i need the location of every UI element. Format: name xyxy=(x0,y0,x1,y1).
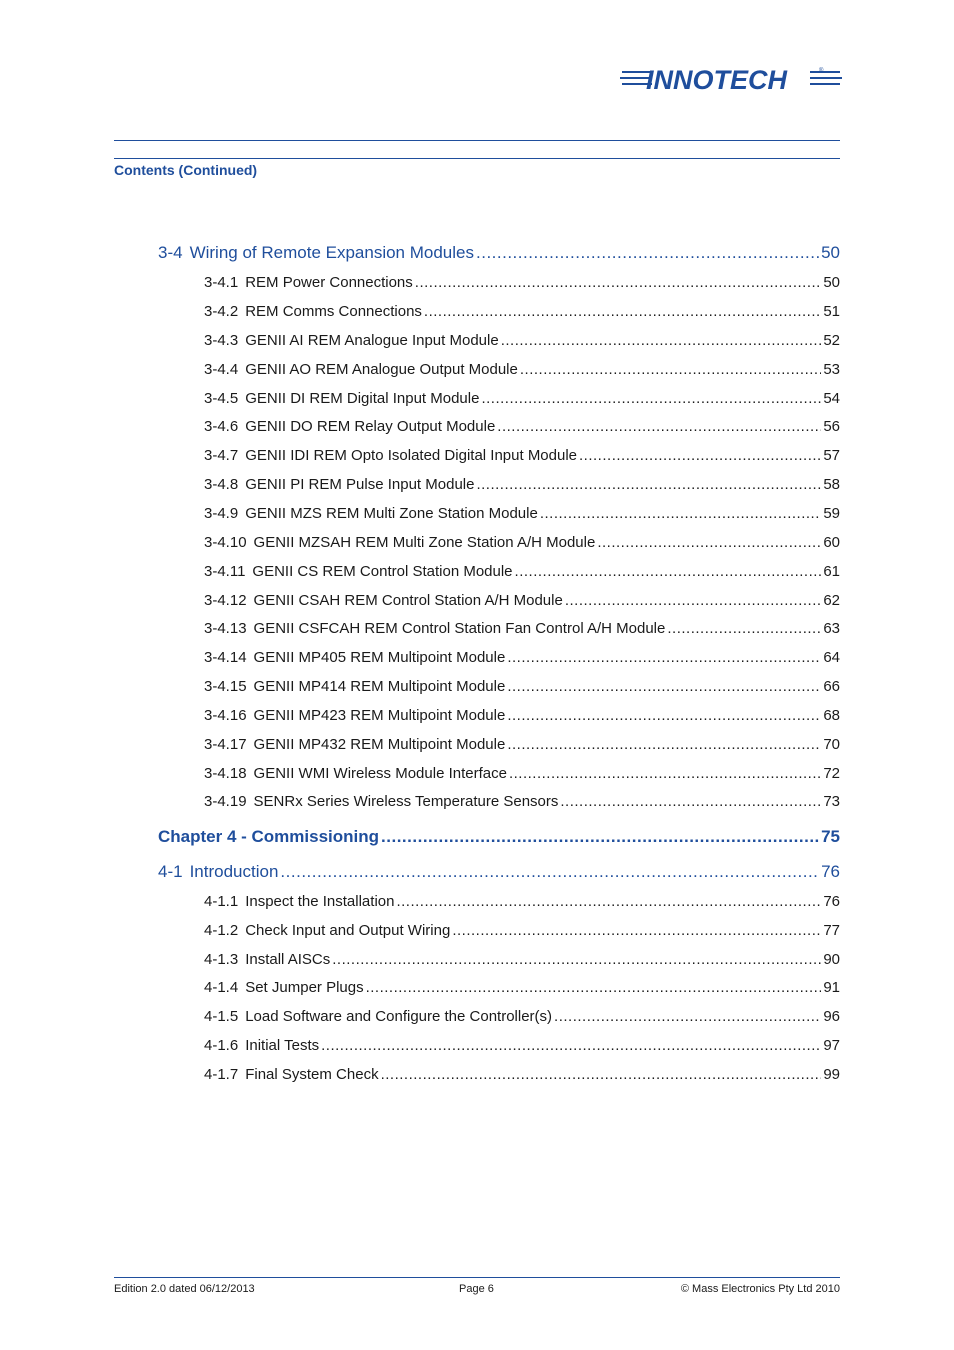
toc-entry-page: 57 xyxy=(823,447,840,464)
toc-entry-label xyxy=(158,862,278,882)
toc-leader-dots xyxy=(497,418,821,435)
toc-entry[interactable] xyxy=(158,243,840,263)
toc-leader-dots xyxy=(381,1066,822,1083)
toc-entry-page: 96 xyxy=(823,1008,840,1025)
toc-entry-number: 3-4.4 xyxy=(204,361,239,378)
toc-entry-title: GENII MP432 REM Multipoint Module xyxy=(253,736,506,753)
toc-entry[interactable] xyxy=(204,534,840,551)
toc-entry-title: GENII MP423 REM Multipoint Module xyxy=(253,707,506,724)
toc-entry-page: 60 xyxy=(823,534,840,551)
toc-entry[interactable] xyxy=(204,979,840,996)
toc-entry-label xyxy=(204,620,665,637)
toc-leader-dots xyxy=(476,243,819,263)
toc-entry-number: 3-4.17 xyxy=(204,736,247,753)
toc-entry-page: 62 xyxy=(823,592,840,609)
toc-entry-title: Introduction xyxy=(189,862,279,881)
toc-entry[interactable] xyxy=(204,1037,840,1054)
toc-entry-page: 59 xyxy=(823,505,840,522)
toc-entry-page: 50 xyxy=(823,274,840,291)
toc-entry[interactable] xyxy=(204,765,840,782)
toc-entry-label xyxy=(204,736,505,753)
toc-entry[interactable] xyxy=(204,951,840,968)
toc-entry-title: REM Comms Connections xyxy=(245,303,422,320)
toc-entry-number: 3-4.1 xyxy=(204,274,239,291)
toc-entry-title: Load Software and Configure the Controller(s) xyxy=(245,1008,553,1025)
toc-entry-label xyxy=(204,793,558,810)
toc-entry[interactable] xyxy=(204,793,840,810)
toc-entry-label xyxy=(204,765,507,782)
toc-leader-dots xyxy=(667,620,821,637)
toc-leader-dots xyxy=(452,922,821,939)
toc-entry-title: GENII CS REM Control Station Module xyxy=(252,563,513,580)
toc-entry-label xyxy=(204,1066,379,1083)
toc-entry-label xyxy=(204,707,505,724)
toc-entry-page: 99 xyxy=(823,1066,840,1083)
toc-entry-number: 3-4.16 xyxy=(204,707,247,724)
toc-entry-title: Final System Check xyxy=(245,1066,379,1083)
toc-leader-dots xyxy=(280,862,819,882)
toc-entry-page: 75 xyxy=(821,827,840,846)
toc-entry-page: 77 xyxy=(823,922,840,939)
toc-leader-dots xyxy=(424,303,821,320)
toc-entry[interactable] xyxy=(204,922,840,939)
toc-entry-page: 53 xyxy=(823,361,840,378)
toc-entry-page: 61 xyxy=(823,563,840,580)
toc-entry[interactable] xyxy=(204,418,840,435)
toc-entry-page: 56 xyxy=(823,418,840,435)
toc-entry-label xyxy=(204,390,479,407)
toc-entry-title: GENII WMI Wireless Module Interface xyxy=(253,765,507,782)
toc-entry[interactable] xyxy=(204,1008,840,1025)
toc-entry-label xyxy=(204,563,513,580)
toc-entry-title: GENII CSAH REM Control Station A/H Module xyxy=(253,592,563,609)
toc-entry-page: 76 xyxy=(823,893,840,910)
toc-entry-title: GENII MP405 REM Multipoint Module xyxy=(253,649,506,666)
toc-entry-number: 3-4.10 xyxy=(204,534,247,551)
toc-entry-label xyxy=(204,951,330,968)
toc-entry-label xyxy=(204,332,499,349)
toc-entry-title: REM Power Connections xyxy=(245,274,413,291)
toc-entry-page: 58 xyxy=(823,476,840,493)
toc-entry-title: GENII IDI REM Opto Isolated Digital Input Module xyxy=(245,447,578,464)
toc-leader-dots xyxy=(507,649,821,666)
toc-entry[interactable] xyxy=(204,303,840,320)
toc-entry-number: 3-4.13 xyxy=(204,620,247,637)
toc-entry-number: 3-4.18 xyxy=(204,765,247,782)
logo-text: INNOTECH xyxy=(646,65,787,95)
toc-entry-number: 3-4.15 xyxy=(204,678,247,695)
toc-entry-label xyxy=(158,827,379,847)
toc-entry-number: 3-4.7 xyxy=(204,447,239,464)
toc-entry-page: 66 xyxy=(823,678,840,695)
svg-text:®: ® xyxy=(819,68,824,74)
toc-entry[interactable] xyxy=(158,827,840,847)
toc-entry-title: Inspect the Installation xyxy=(245,893,395,910)
toc-entry-page: 64 xyxy=(823,649,840,666)
toc-entry[interactable] xyxy=(204,332,840,349)
toc-entry-label xyxy=(204,361,518,378)
toc-entry-number: 3-4.3 xyxy=(204,332,239,349)
footer-edition: Edition 2.0 dated 06/12/2013 xyxy=(114,1283,255,1295)
toc-entry-title: Set Jumper Plugs xyxy=(245,979,364,996)
toc-leader-dots xyxy=(396,893,821,910)
toc-leader-dots xyxy=(415,274,822,291)
toc-entry[interactable] xyxy=(204,361,840,378)
toc-entry-number: 3-4.8 xyxy=(204,476,239,493)
toc-entry[interactable] xyxy=(158,862,840,882)
toc-entry-page: 73 xyxy=(823,793,840,810)
toc-leader-dots xyxy=(332,951,821,968)
toc-entry-label xyxy=(204,678,505,695)
toc-leader-dots xyxy=(507,736,821,753)
toc-entry[interactable] xyxy=(204,678,840,695)
toc-entry[interactable] xyxy=(204,563,840,580)
innotech-logo xyxy=(620,62,842,96)
toc-entry[interactable] xyxy=(204,592,840,609)
toc-entry-title: GENII MZS REM Multi Zone Station Module xyxy=(245,505,538,522)
toc-leader-dots xyxy=(507,707,821,724)
toc-entry-label xyxy=(204,447,577,464)
toc-entry-title: GENII DI REM Digital Input Module xyxy=(245,390,480,407)
toc-entry-title: GENII MP414 REM Multipoint Module xyxy=(253,678,506,695)
toc-entry-page: 97 xyxy=(823,1037,840,1054)
toc-entry-label xyxy=(158,243,474,263)
toc-entry-label xyxy=(204,303,422,320)
toc-entry-number: 4-1.1 xyxy=(204,893,239,910)
toc-entry-title: GENII MZSAH REM Multi Zone Station A/H Module xyxy=(253,534,596,551)
toc-entry[interactable] xyxy=(204,893,840,910)
toc-entry-label xyxy=(204,649,505,666)
toc-entry-page: 70 xyxy=(823,736,840,753)
toc-entry[interactable] xyxy=(204,736,840,753)
toc-entry-number: 3-4.6 xyxy=(204,418,239,435)
toc-entry-page: 68 xyxy=(823,707,840,724)
toc-entry-label xyxy=(204,592,563,609)
toc-entry-page: 76 xyxy=(821,862,840,881)
toc-entry-label xyxy=(204,979,364,996)
footer-rule xyxy=(114,1277,840,1278)
toc-entry-number: 4-1.7 xyxy=(204,1066,239,1083)
toc-entry-title: Install AISCs xyxy=(245,951,331,968)
toc-entry-label xyxy=(204,418,495,435)
toc-leader-dots xyxy=(501,332,822,349)
toc-entry-page: 91 xyxy=(823,979,840,996)
toc-entry[interactable] xyxy=(204,707,840,724)
toc-entry[interactable] xyxy=(204,274,840,291)
toc-leader-dots xyxy=(520,361,821,378)
toc-entry-number: 3-4 xyxy=(158,243,183,262)
toc-entry-page: 72 xyxy=(823,765,840,782)
toc-entry-number: 4-1.3 xyxy=(204,951,239,968)
toc-entry-title: GENII DO REM Relay Output Module xyxy=(245,418,496,435)
toc-entry-label xyxy=(204,1008,552,1025)
toc-leader-dots xyxy=(560,793,821,810)
toc-entry-number: 4-1.5 xyxy=(204,1008,239,1025)
section-label: Contents (Continued) xyxy=(114,162,258,178)
header-rule-top xyxy=(114,140,840,141)
toc-entry-label xyxy=(204,476,474,493)
toc-entry-title: Check Input and Output Wiring xyxy=(245,922,451,939)
toc-entry-title: Initial Tests xyxy=(245,1037,320,1054)
toc-entry-title: GENII PI REM Pulse Input Module xyxy=(245,476,475,493)
toc-leader-dots xyxy=(540,505,822,522)
toc-entry-number: 4-1.4 xyxy=(204,979,239,996)
toc-leader-dots xyxy=(509,765,821,782)
toc-entry[interactable] xyxy=(204,447,840,464)
toc-entry-number: 4-1.6 xyxy=(204,1037,239,1054)
toc-entry-title: SENRx Series Wireless Temperature Sensors xyxy=(253,793,559,810)
toc-entry-label xyxy=(204,534,595,551)
toc-entry[interactable] xyxy=(204,505,840,522)
toc-entry-number: 3-4.19 xyxy=(204,793,247,810)
toc-entry-page: 50 xyxy=(821,243,840,262)
toc-leader-dots xyxy=(481,390,821,407)
toc-entry[interactable] xyxy=(204,476,840,493)
toc-leader-dots xyxy=(321,1037,821,1054)
toc-entry-title: GENII AI REM Analogue Input Module xyxy=(245,332,499,349)
toc-entry-number: 4-1 xyxy=(158,862,183,881)
toc-entry-label xyxy=(204,893,394,910)
toc-entry-label xyxy=(204,1037,319,1054)
toc-entry[interactable] xyxy=(204,390,840,407)
toc-entry[interactable] xyxy=(204,649,840,666)
footer-copyright: © Mass Electronics Pty Ltd 2010 xyxy=(680,1283,840,1295)
header-rule-bottom xyxy=(114,158,840,159)
toc-entry-label xyxy=(204,505,538,522)
toc-entry-number: 3-4.12 xyxy=(204,592,247,609)
footer-page: Page 6 xyxy=(459,1283,494,1295)
toc-entry-title: Chapter 4 - Commissioning xyxy=(158,827,380,846)
toc-entry-number: 3-4.2 xyxy=(204,303,239,320)
toc-entry-page: 52 xyxy=(823,332,840,349)
toc-entry-page: 54 xyxy=(823,390,840,407)
toc-entry-number: 3-4.5 xyxy=(204,390,239,407)
toc-entry-page: 51 xyxy=(823,303,840,320)
toc-entry-page: 90 xyxy=(823,951,840,968)
toc-entry-title: GENII AO REM Analogue Output Module xyxy=(245,361,518,378)
toc-leader-dots xyxy=(507,678,821,695)
toc-entry-label xyxy=(204,274,413,291)
toc-leader-dots xyxy=(579,447,821,464)
toc-leader-dots xyxy=(565,592,821,609)
toc-leader-dots xyxy=(476,476,821,493)
toc-leader-dots xyxy=(554,1008,821,1025)
toc-entry[interactable] xyxy=(204,1066,840,1083)
toc-entry-number: 3-4.9 xyxy=(204,505,239,522)
toc-leader-dots xyxy=(381,827,819,847)
toc-leader-dots xyxy=(597,534,821,551)
toc-leader-dots xyxy=(515,563,822,580)
toc-entry-number: 3-4.11 xyxy=(204,563,246,580)
toc-entry-title: Wiring of Remote Expansion Modules xyxy=(189,243,474,262)
toc-entry-label xyxy=(204,922,450,939)
toc-entry-page: 63 xyxy=(823,620,840,637)
toc-entry[interactable] xyxy=(204,620,840,637)
toc-entry-number: 4-1.2 xyxy=(204,922,239,939)
toc-entry-title: GENII CSFCAH REM Control Station Fan Control A/H Module xyxy=(253,620,666,637)
toc-entry-number: 3-4.14 xyxy=(204,649,247,666)
toc-leader-dots xyxy=(366,979,822,996)
